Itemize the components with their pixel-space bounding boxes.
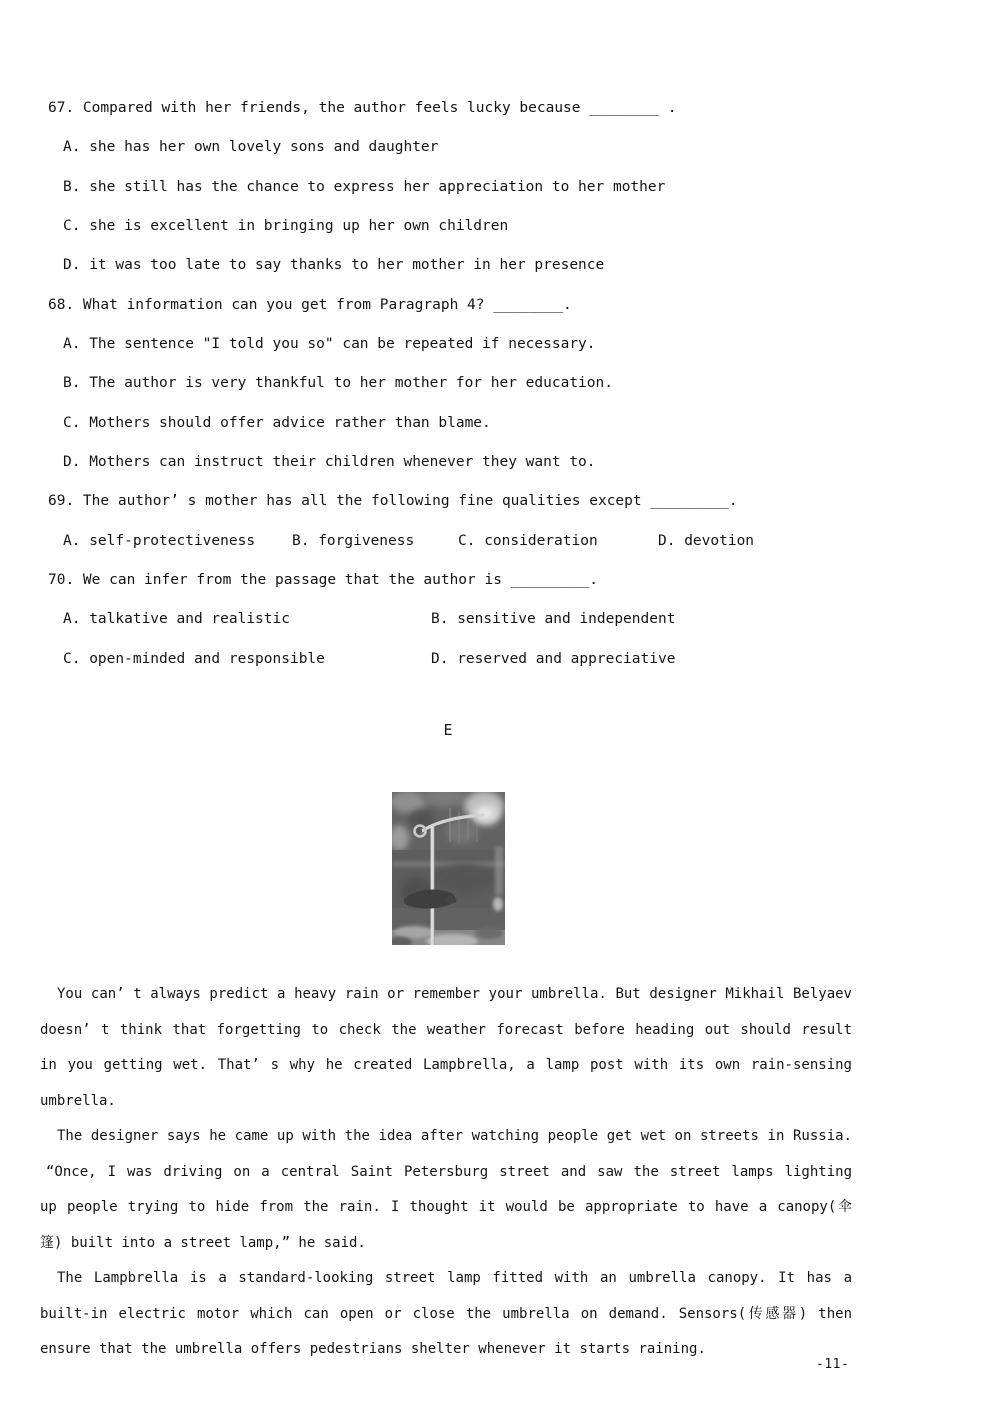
question-68-option-a: A. The sentence "I told you so" can be repeated if necessary. [63, 335, 596, 352]
passage-p3-line1: The Lampbrella is a standard-looking street lamp fitted with an umbrella canopy. It has a [57, 1270, 852, 1286]
question-67-option-d: D. it was too late to say thanks to her mother in her presence [63, 257, 605, 274]
figure-wrap [40, 792, 856, 945]
question-69-option-b: B. forgiveness [292, 532, 415, 549]
question-68-option-b: B. The author is very thankful to her mother for her education. [63, 375, 613, 392]
question-69-option-c: C. consideration [458, 532, 598, 549]
question-67-option-a: A. she has her own lovely sons and daughter [63, 139, 439, 156]
passage-p3-line2: built-in electric motor which can open or close the umbrella on demand. Sensors(传感器) then [40, 1305, 852, 1322]
question-70-option-a: A. talkative and realistic [63, 611, 290, 628]
page-number: -11- [816, 1357, 850, 1372]
passage-p2-line1: The designer says he came up with the idea after watching people get wet on streets in Russia. [57, 1128, 852, 1144]
passage-p2-line3: up people trying to hide from the rain. I thought it would be appropriate to have a canopy(伞 [40, 1199, 852, 1215]
lamppost-photo [392, 792, 505, 945]
passage-p1-line4: umbrella. [40, 1092, 116, 1109]
question-70-options-row2 [48, 640, 958, 679]
question-70-option-c: C. open-minded and responsible [63, 650, 325, 667]
question-68-stem: 68. What information can you get from Paragraph 4? ________. [48, 296, 572, 313]
question-68-option-d: D. Mothers can instruct their children whenever they want to. [63, 453, 596, 470]
passage [40, 977, 852, 1368]
question-70-option-d: D. reserved and appreciative [431, 650, 676, 667]
passage-p3-line3: ensure that the umbrella offers pedestrians shelter whenever it starts raining. [40, 1341, 706, 1357]
question-70-option-b: B. sensitive and independent [431, 611, 676, 628]
question-69-option-a: A. self-protectiveness [63, 532, 256, 549]
passage-p1-line3: in you getting wet. That’ s why he created Lampbrella, a lamp post with its own rain-sensing [40, 1057, 852, 1073]
question-68-option-c: C. Mothers should offer advice rather than blame. [63, 414, 491, 431]
passage-p2-line4: 篷) built into a street lamp,” he said. [40, 1234, 366, 1251]
section-label-e: E [443, 721, 453, 739]
question-67-stem: 67. Compared with her friends, the author feels lucky because ________ . [48, 100, 677, 116]
question-70-options-row1 [48, 600, 958, 639]
passage-p1-line2: doesn’ t think that forgetting to check the weather forecast before heading out should result [40, 1021, 852, 1038]
question-69-stem: 69. The author’ s mother has all the following fine qualities except _________. [48, 493, 738, 510]
question-67-option-c: C. she is excellent in bringing up her own children [63, 217, 509, 234]
passage-p1-line1: You can’ t always predict a heavy rain or remember your umbrella. But designer Mikhail Belyaev [57, 986, 852, 1002]
question-67-option-b: B. she still has the chance to express her appreciation to her mother [63, 178, 666, 195]
question-70-stem: 70. We can infer from the passage that the author is _________. [48, 571, 598, 588]
passage-p2-line2: “Once, I was driving on a central Saint Petersburg street and saw the street lamps lighting [46, 1163, 852, 1180]
question-block [48, 89, 958, 679]
question-69-options [48, 522, 958, 561]
question-69-option-d: D. devotion [658, 532, 755, 549]
